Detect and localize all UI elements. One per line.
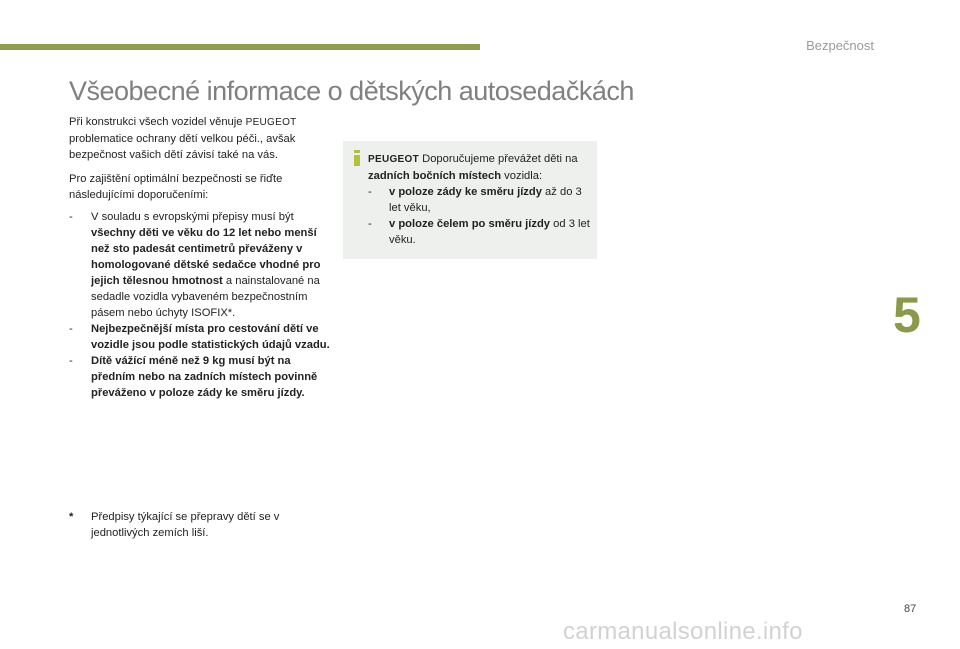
list-dash: - [69,211,73,223]
item-bold-text: Nejbezpečnější místa pro cestování dětí ve vozidle jsou podle statistických údajů vzadu. [91,323,330,351]
item-bold-text: v poloze čelem po směru jízdy [389,218,551,230]
info-intro-bold: zadních bočních místech [368,170,502,182]
info-box-content [368,151,590,248]
footnote-text: Předpisy týkající se přepravy dětí se v jednotlivých zemích liší. [91,511,280,539]
list-item [368,216,590,248]
list-item [69,209,331,321]
info-intro-text: Doporučujeme převážet děti na [419,153,578,165]
info-box [343,141,597,259]
info-intro-end: vozidla: [501,170,543,182]
item-bold-text: Dítě vážící méně než 9 kg musí být na předním nebo na zadních místech povinně převáženo v poloze zády ke směru jízdy. [91,355,318,399]
list-item [69,353,331,401]
brand-name: PEUGEOT [368,154,419,165]
watermark: carmanualsonline.info [563,618,803,645]
recommendations-lead: Pro zajištění optimální bezpečnosti se řiďte následujícími doporučeními: [69,173,283,201]
footnote-marker: * [69,511,74,523]
page-number: 87 [904,603,917,615]
main-text-column [69,114,331,401]
item-text-end: a nainstalované na sedadle vozidla vybaveném bezpečnostním pásem nebo úchyty ISOFIX*. [91,275,320,319]
intro-text-start: Při konstrukci všech vozidel věnuje [69,116,246,128]
intro-text-end: problematice ochrany dětí velkou péči., avšak bezpečnost vašich dětí závisí také na vás. [69,133,296,161]
list-dash: - [368,186,372,198]
page-title: Všeobecné informace o dětských autosedačkách [69,76,634,106]
item-bold-text: všechny děti ve věku do 12 let nebo menší než sto padesát centimetrů převáženy v homologované dětské sedačce vhodné pro jejich tělesnou hmotnost [91,227,321,287]
intro-paragraph [69,114,331,163]
section-label: Bezpečnost [806,38,874,53]
list-dash: - [368,218,372,230]
info-list [368,184,590,248]
header-accent-bar [0,44,480,50]
list-item [368,184,590,216]
footnote [69,509,331,541]
info-intro [368,151,590,184]
brand-name: PEUGEOT [245,117,297,128]
item-text: V souladu s evropskými přepisy musí být [91,211,294,223]
list-dash: - [69,355,73,367]
chapter-number: 5 [893,287,921,343]
item-text-end: od 3 let věku. [389,218,590,246]
item-text-end: až do 3 let věku, [389,186,582,214]
list-dash: - [69,323,73,335]
recommendations-list [69,209,331,401]
item-bold-text: v poloze zády ke směru jízdy [389,186,542,198]
list-item [69,321,331,353]
info-icon [354,150,360,166]
